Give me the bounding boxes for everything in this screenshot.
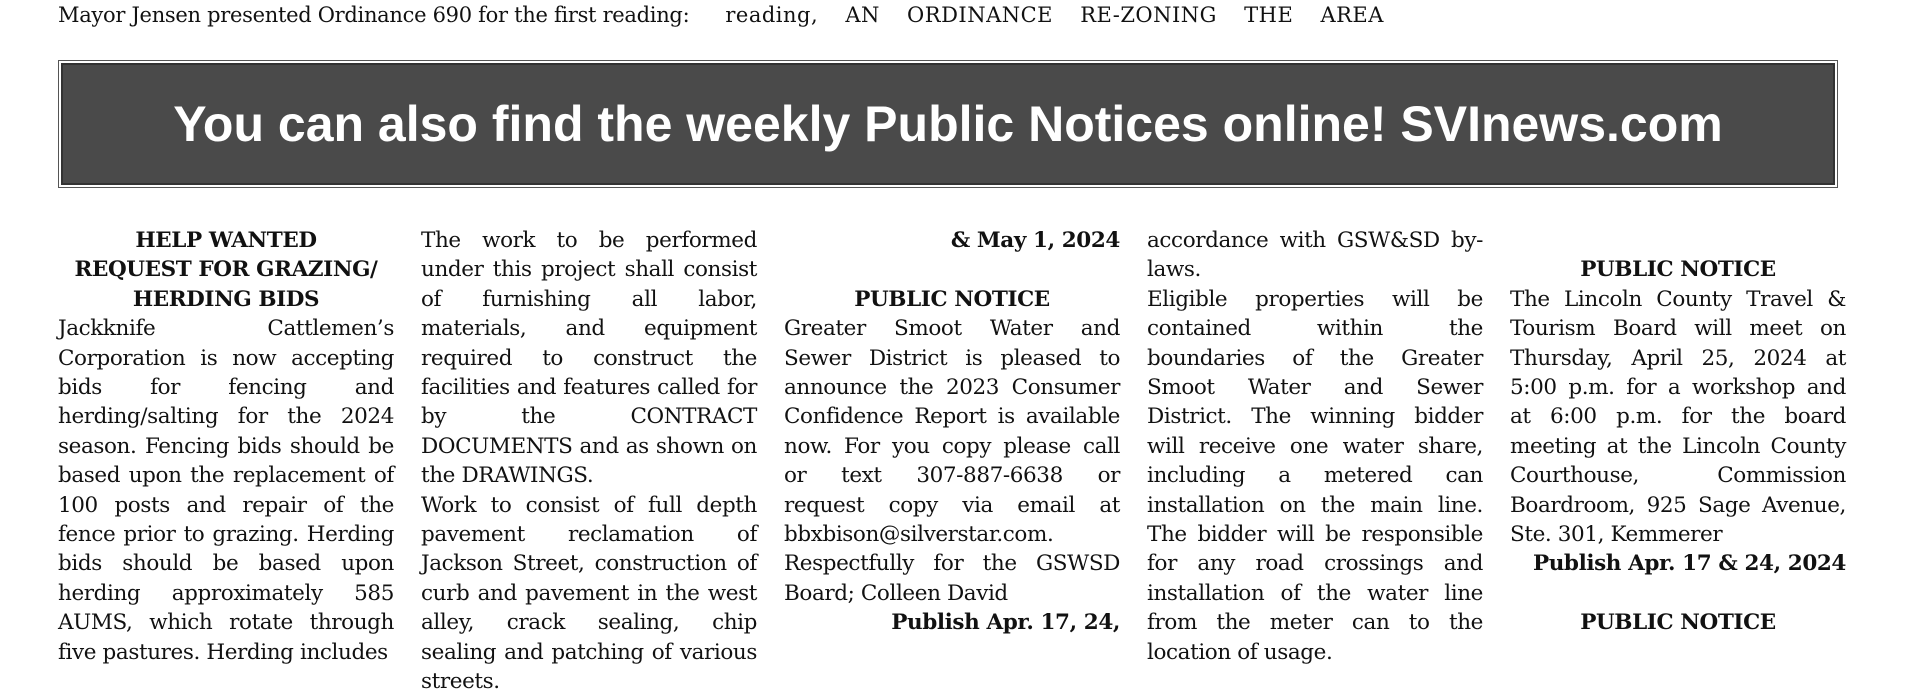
heading-herding-bids: HERDING BIDS xyxy=(132,286,320,312)
banner-text: You can also find the weekly Public Notices online! SVInews.com xyxy=(173,96,1723,152)
publish-dates: Publish Apr. 17, 24, xyxy=(891,610,1120,636)
consumer-confidence-paragraph: Greater Smoot Water and Sewer District is pleased to announce the 2023 Consumer Confidence Report is available now. For you copy please call or text 307-887-6638 or request copy via email at bbxbison@silverstar.com. xyxy=(784,316,1120,548)
publish-date-continuation: & May 1, 2024 xyxy=(950,228,1120,253)
column-construction-work xyxy=(421,226,757,697)
top-continuation-line xyxy=(58,0,1384,30)
public-notice-heading: PUBLIC NOTICE xyxy=(854,286,1050,312)
signature-paragraph: Respectfully for the GSWSD Board; Colleen David xyxy=(784,551,1120,606)
column-help-wanted xyxy=(58,226,394,667)
work-details-paragraph: Work to consist of full depth pavement reclamation of Jackson Street, construction of curb and pavement in the west alley, crack sealing, chip sealing and patching of various streets. xyxy=(421,492,757,695)
tourism-board-paragraph: The Lincoln County Travel & Tourism Board will meet on Thursday, April 25, 2024 at 5:00 p.m. for a workshop and at 6:00 p.m. for the board meeting at the Lincoln County Courthouse, Commission Boardroom, 925 Sage Avenue, Ste. 301, Kemmerer xyxy=(1510,286,1846,548)
work-scope-paragraph: The work to be performed under this project shall consist of furnishing all labor, materials, and equipment required to construct the facilities and features called for by the CONTRACT DOCUMENTS and as shown on the DRAWINGS. xyxy=(421,228,757,489)
top-line-left: Mayor Jensen presented Ordinance 690 for the first reading: xyxy=(58,3,690,27)
column-tourism-notice xyxy=(1510,226,1846,638)
eligible-properties-paragraph: Eligible properties will be contained within the boundaries of the Greater Smoot Water and Sewer District. The winning bidder will receive one water share, including a metered can installation on the main line. The bidder will be responsible for any road crossings and installation of the water line from the meter can to the location of usage. xyxy=(1147,286,1483,665)
top-line-right: reading, AN ORDINANCE RE-ZONING THE AREA xyxy=(725,3,1384,27)
public-notice-heading-2: PUBLIC NOTICE xyxy=(1580,610,1776,636)
public-notices-banner xyxy=(58,60,1838,188)
column-water-notice xyxy=(784,226,1120,638)
public-notice-heading: PUBLIC NOTICE xyxy=(1580,257,1776,283)
heading-help-wanted: HELP WANTED xyxy=(135,228,317,253)
column-water-share xyxy=(1147,226,1483,667)
publish-dates: Publish Apr. 17 & 24, 2024 xyxy=(1532,551,1846,577)
grazing-bid-body: Jackknife Cattlemen’s Corporation is now accepting bids for fencing and herding/salting for the 2024 season. Fencing bids should be based upon the replacement of 100 posts and repair of the fence prior to grazing. Herding bids should be based upon herding approximately 585 AUMS, which rotate through five pastures. Herding includes xyxy=(58,316,394,665)
banner-box xyxy=(61,63,1835,185)
heading-request-grazing: REQUEST FOR GRAZING/ xyxy=(74,257,378,283)
bylaws-paragraph: accordance with GSW&SD by-laws. xyxy=(1147,228,1483,283)
